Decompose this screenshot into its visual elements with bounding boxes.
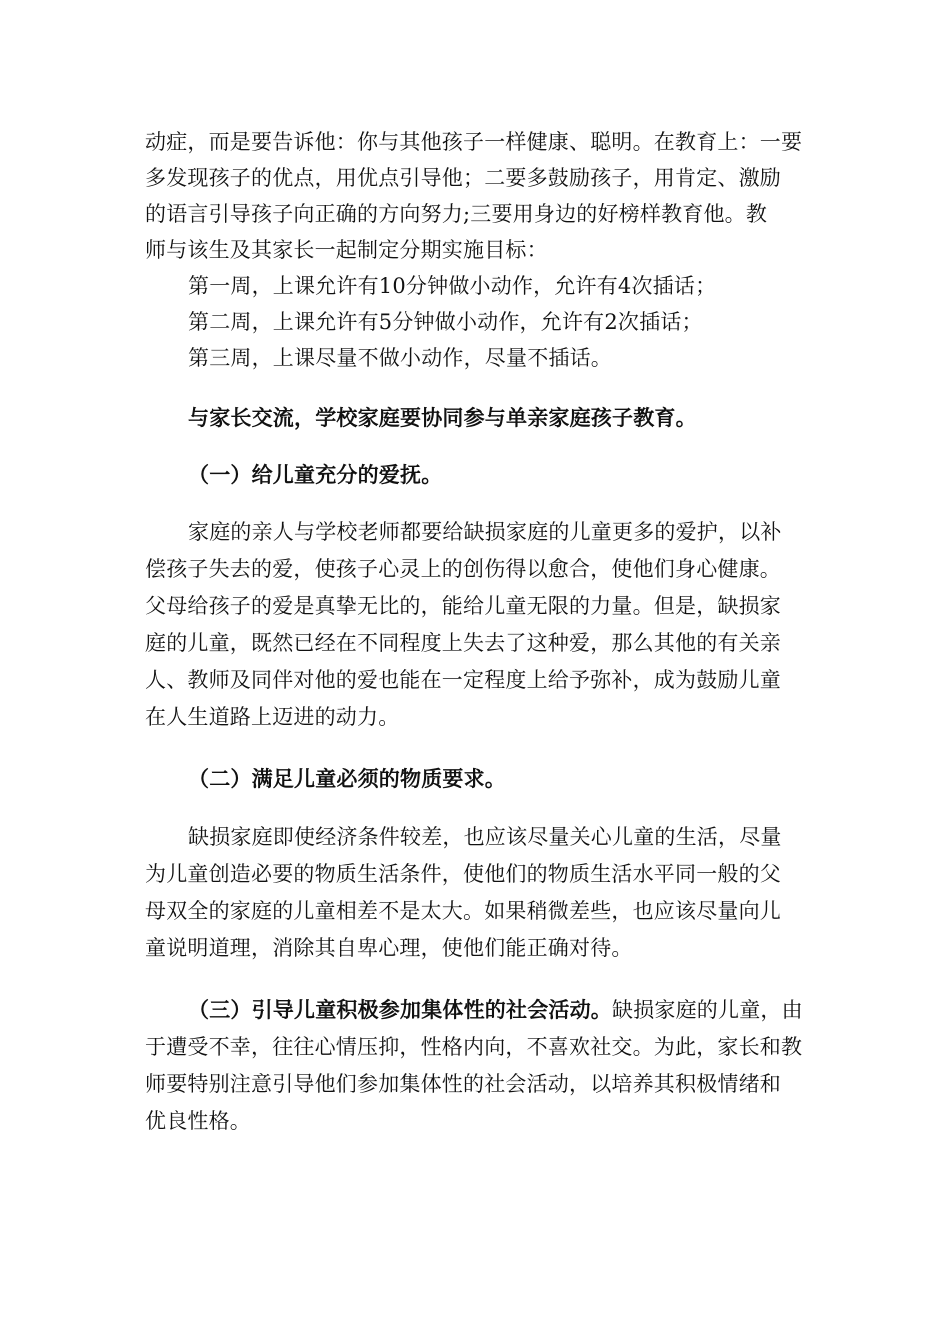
paragraph-line: 人、教师及同伴对他的爱也能在一定程度上给予弥补，成为鼓励儿童 <box>145 668 781 692</box>
paragraph-line: 庭的儿童，既然已经在不同程度上失去了这种爱，那么其他的有关亲 <box>145 631 781 655</box>
paragraph-line: 家庭的亲人与学校老师都要给缺损家庭的儿童更多的爱护，以补 <box>188 520 782 544</box>
paragraph-line: 缺损家庭即使经济条件较差，也应该尽量关心儿童的生活，尽量 <box>188 825 782 849</box>
paragraph-line: 动症，而是要告诉他：你与其他孩子一样健康、聪明。在教育上：一要 <box>145 130 803 154</box>
paragraph-line: 多发现孩子的优点，用优点引导他；二要多鼓励孩子，用肯定、激励 <box>145 166 781 190</box>
subsection-lead-line <box>188 996 810 1024</box>
paragraph-line: 的语言引导孩子向正确的方向努力;三要用身边的好榜样教育他。教 <box>145 202 768 226</box>
goal-item: 第一周，上课允许有10分钟做小动作，允许有4次插话； <box>188 274 717 298</box>
paragraph-line: 优良性格。 <box>145 1109 251 1133</box>
paragraph-line: 童说明道理，消除其自卑心理，使他们能正确对待。 <box>145 936 633 960</box>
section-heading: 与家长交流，学校家庭要协同参与单亲家庭孩子教育。 <box>188 405 697 430</box>
goal-item: 第三周，上课尽量不做小动作，尽量不插话。 <box>188 346 612 370</box>
goal-item: 第二周，上课允许有5分钟做小动作，允许有2次插话； <box>188 310 703 334</box>
paragraph-line: 父母给孩子的爱是真挚无比的，能给儿童无限的力量。但是，缺损家 <box>145 594 781 618</box>
paragraph-text: 缺损家庭的儿童，由 <box>612 998 803 1022</box>
subsection-heading: （二）满足儿童必须的物质要求。 <box>188 766 506 791</box>
subsection-heading: （三）引导儿童积极参加集体性的社会活动。 <box>188 997 612 1022</box>
subsection-heading: （一）给儿童充分的爱抚。 <box>188 462 443 487</box>
paragraph-line: 师与该生及其家长一起制定分期实施目标： <box>145 238 548 262</box>
paragraph-line: 偿孩子失去的爱，使孩子心灵上的创伤得以愈合，使他们身心健康。 <box>145 557 781 581</box>
paragraph-line: 在人生道路上迈进的动力。 <box>145 705 400 729</box>
paragraph-line: 于遭受不幸，往往心情压抑，性格内向，不喜欢社交。为此，家长和教 <box>145 1035 803 1059</box>
paragraph-line: 为儿童创造必要的物质生活条件，使他们的物质生活水平同一般的父 <box>145 862 781 886</box>
paragraph-line: 师要特别注意引导他们参加集体性的社会活动，以培养其积极情绪和 <box>145 1072 781 1096</box>
paragraph-line: 母双全的家庭的儿童相差不是太大。如果稍微差些，也应该尽量向儿 <box>145 899 781 923</box>
